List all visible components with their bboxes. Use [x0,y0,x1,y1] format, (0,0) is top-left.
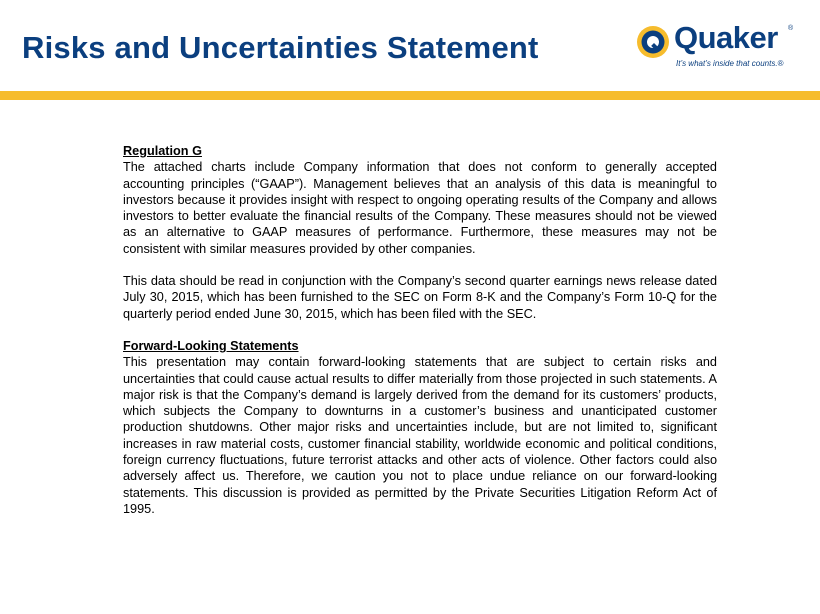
quaker-logo [636,20,806,70]
paragraph-spacer [123,257,717,273]
forward-looking-paragraph: This presentation may contain forward-looking statements that are subject to certain risks and uncertainties that could cause actual results to differ materially from those projected in such statements. A major risk is that the Company’s demand is largely derived from the demand for its customers’ products, which subjects the Company to downturns in a customer’s business and unanticipated customer production shutdowns. Other major risks and uncertainties include, but are not limited to, significant increases in raw material costs, customer financial stability, worldwide economic and political conditions, foreign currency fluctuations, future terrorist attacks and other acts of violence. Other factors could also adversely affect us. Therefore, we caution you not to place undue reliance on our forward-looking statements. This discussion is provided as permitted by the Private Securities Litigation Reform Act of 1995. [123,355,717,516]
quaker-q-icon [636,25,670,59]
statement-body [123,143,717,517]
page-title: Risks and Uncertainties Statement [22,30,539,65]
logo-wordmark: Quaker [674,20,778,55]
paragraph-spacer [123,322,717,338]
header-accent-band [0,91,820,100]
logo-tagline: It’s what’s inside that counts.® [676,59,784,68]
regulation-g-paragraph-1: The attached charts include Company information that does not conform to generally accepted accounting principles (“GAAP”). Management believes that an analysis of this data is meaningful to investors because it provides insight with respect to ongoing operating results of the Company and allows investors to better evaluate the financial results of the Company. These measures should not be viewed as an alternative to GAAP measures of performance. Furthermore, these measures may not be consistent with similar measures provided by other companies. [123,160,717,256]
logo-registered-mark: ® [788,25,794,32]
section-heading-forward-looking: Forward-Looking Statements [123,338,299,353]
section-heading-regulation-g: Regulation G [123,144,202,158]
regulation-g-paragraph-2: This data should be read in conjunction with the Company’s second quarter earnings news release dated July 30, 2015, which has been furnished to the SEC on Form 8-K and the Company’s Form 10-Q for the quarterly period ended June 30, 2015, which has been filed with the SEC. [123,274,717,321]
